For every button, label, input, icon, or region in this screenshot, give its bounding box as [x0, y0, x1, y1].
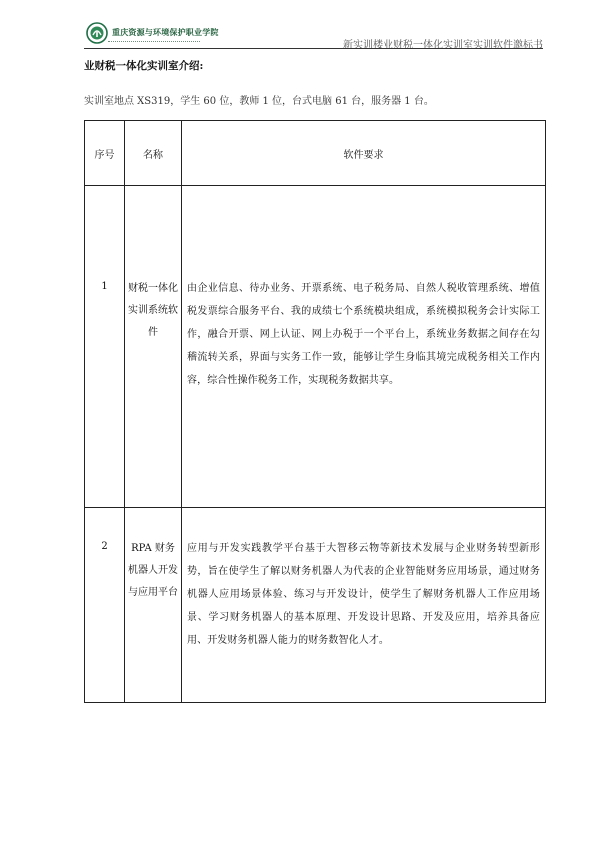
table-row — [85, 508, 546, 703]
school-name: 重庆资源与环境保护职业学院 — [112, 27, 219, 37]
lab-intro-text: 实训室地点 XS319，学生 60 位，教师 1 位，台式电脑 61 台，服务器 1 台。 — [84, 96, 434, 107]
column-header-name: 名称 — [125, 121, 182, 186]
table-header-row — [85, 121, 546, 186]
header-divider — [84, 48, 543, 49]
column-header-requirement: 软件要求 — [182, 121, 546, 186]
table-row — [85, 186, 546, 508]
row-number: 1 — [85, 186, 125, 508]
software-requirement: 由企业信息、待办业务、开票系统、电子税务局、自然人税收管理系统、增值税发票综合服务平台、我的成绩七个系统模块组成，系统模拟税务会计实际工作，融合开票、网上认证、网上办税于一个平台上，系统业务数据之间存在勾稽流转关系，界面与实务工作一致，能够让学生身临其境完成税务相关工作内容，综合性操作税务工作，实现税务数据共享。 — [182, 186, 546, 508]
column-header-no: 序号 — [85, 121, 125, 186]
software-requirement: 应用与开发实践教学平台基于大智移云物等新技术发展与企业财务转型新形势，旨在使学生了解以财务机器人为代表的企业智能财务应用场景，通过财务机器人应用场景体验、练习与开发设计，使学生了解财务机器人工作应用场景、学习财务机器人的基本原理、开发设计思路、开发及应用，培养具备应用、开发财务机器人能力的财务数智化人才。 — [182, 508, 546, 703]
software-name: 财税一体化实训系统软件 — [125, 186, 182, 508]
row-number: 2 — [85, 508, 125, 703]
school-emblem-icon — [86, 22, 108, 44]
software-requirements-table — [84, 120, 546, 703]
section-title: 业财税一体化实训室介绍: — [84, 60, 204, 72]
school-logo — [86, 20, 219, 45]
document-header-title: 新实训楼业财税一体化实训室实训软件邀标书 — [343, 40, 543, 51]
software-name: RPA 财务机器人开发与应用平台 — [125, 508, 182, 703]
school-name-en-line — [108, 41, 200, 45]
